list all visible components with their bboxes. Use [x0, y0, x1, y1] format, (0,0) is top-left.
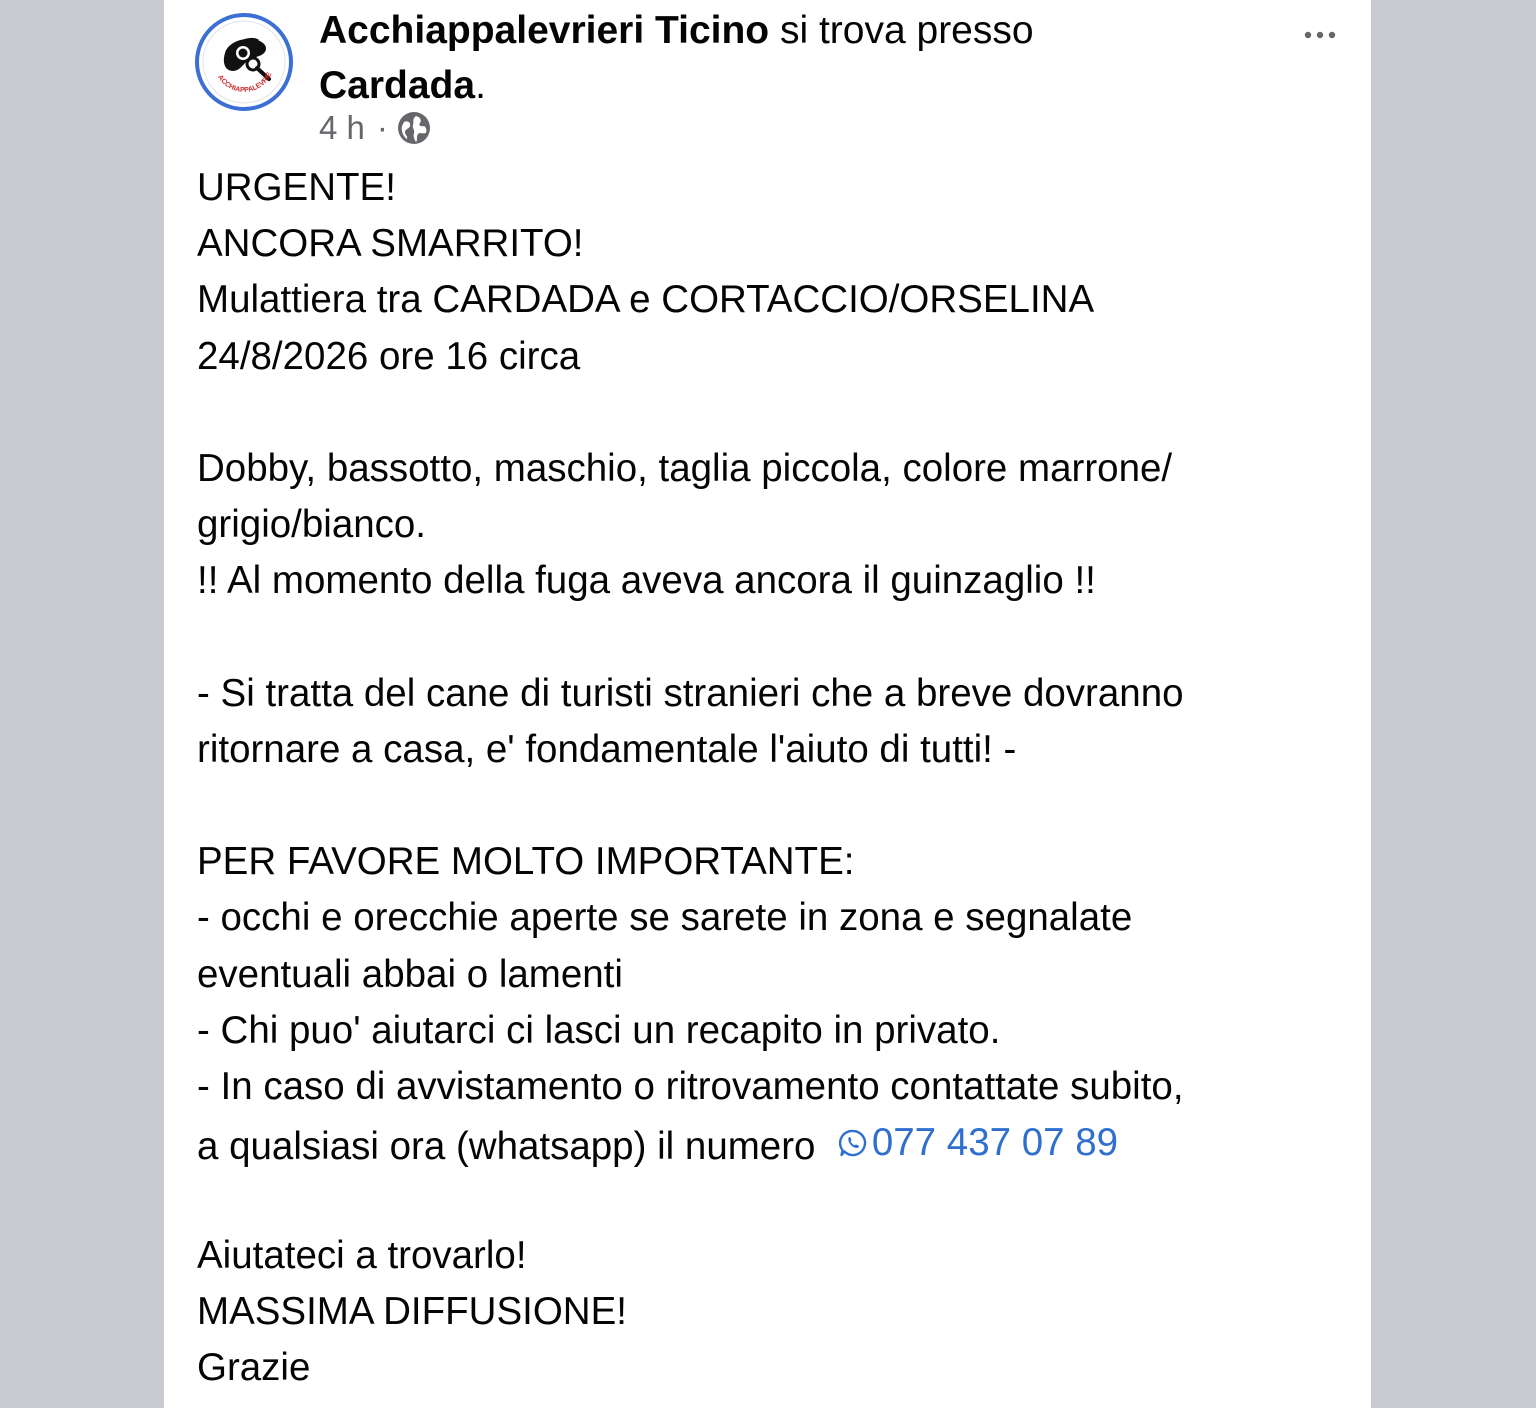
post-text-line: - In caso di avvistamento o ritrovamento contattate subito, — [197, 1065, 1184, 1108]
phone-number[interactable]: 077 437 07 89 — [871, 1121, 1119, 1165]
more-icon — [1300, 18, 1340, 52]
avatar-logo-text: ACCHIAPPALEVRIE — [216, 71, 274, 95]
post-timestamp[interactable]: 4 h — [319, 109, 365, 146]
post-text-line: - Chi puo' aiutarci ci lasci un recapito in privato. — [197, 1008, 1001, 1052]
paragraph-spacer — [197, 778, 1357, 834]
avatar-logo — [195, 13, 293, 111]
author-name[interactable]: Acchiappalevrieri Ticino — [319, 9, 770, 52]
post-text-line: !! Al momento della fuga aveva ancora il guinzaglio !! — [197, 559, 1096, 603]
whatsapp-icon — [837, 1127, 869, 1159]
location-link[interactable]: Cardada — [319, 64, 476, 107]
meta-separator: · — [376, 109, 388, 146]
location-prefix: si trova presso — [779, 9, 1034, 52]
more-options-button[interactable] — [1300, 18, 1340, 52]
post-text-line: PER FAVORE MOLTO IMPORTANTE: — [197, 840, 855, 884]
post-header — [319, 8, 1034, 54]
post-text-line: 24/8/2026 ore 16 circa — [197, 334, 581, 378]
post-text-line: - Si tratta del cane di turisti stranieri che a breve dovranno — [197, 671, 1184, 715]
post-text-line: grigio/bianco. — [197, 503, 427, 547]
post-text-line: MASSIMA DIFFUSIONE! — [197, 1289, 627, 1333]
post-text-line: ANCORA SMARRITO! — [197, 222, 584, 266]
post-card — [164, 0, 1371, 1408]
post-meta — [319, 108, 432, 148]
post-text-line: Grazie — [197, 1345, 311, 1389]
post-text-line: URGENTE! — [197, 166, 396, 209]
post-header-location — [319, 63, 486, 109]
post-text-line: Mulattiera tra CARDADA e CORTACCIO/ORSELINA — [197, 278, 1095, 322]
avatar[interactable] — [195, 13, 293, 111]
whatsapp-phone-link[interactable] — [837, 1115, 1118, 1171]
paragraph-spacer — [197, 610, 1357, 666]
globe-icon — [396, 110, 432, 146]
post-body — [197, 160, 1357, 1396]
location-suffix: . — [475, 64, 486, 107]
post-text-line: - occhi e orecchie aperte se sarete in zona e segnalate — [197, 896, 1133, 940]
post-text-line-with-phone — [197, 1115, 1357, 1171]
paragraph-spacer — [197, 385, 1357, 441]
post-text-line: ritornare a casa, e' fondamentale l'aiuto di tutti! - — [197, 727, 1017, 771]
post-text-fragment: a qualsiasi ora (whatsapp) il numero — [197, 1125, 816, 1169]
post-text-line: Dobby, bassotto, maschio, taglia piccola, colore marrone/ — [197, 446, 1173, 490]
post-text-line: eventuali abbai o lamenti — [197, 952, 623, 996]
post-text-line: Aiutateci a trovarlo! — [197, 1233, 527, 1277]
paragraph-spacer — [197, 1171, 1357, 1227]
